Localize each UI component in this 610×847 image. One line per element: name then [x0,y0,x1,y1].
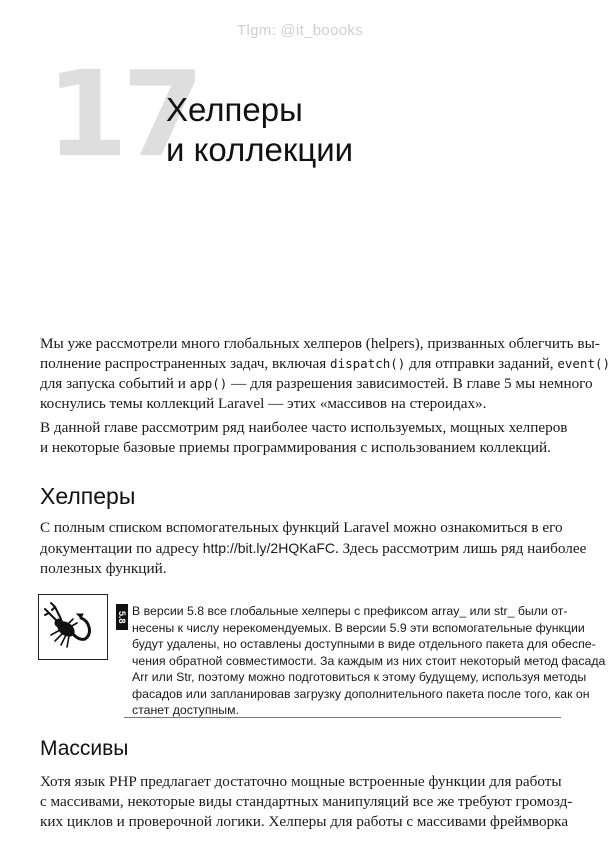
code-app: app() [189,376,228,391]
note-line: фасадов или запланировав загрузку дополнительного пакета после того, как он [132,686,590,701]
watermark: Tlgm: @it_boooks [237,22,363,39]
text-line: документации по адресу http://bit.ly/2HQKaFC. Здесь рассмотрим лишь ряд наиболее [40,540,587,557]
chapter-title [166,90,353,170]
chapter-title-line: Хелперы [166,91,303,128]
divider [124,717,561,718]
docs-link[interactable]: http://bit.ly/2HQKaFC [202,540,336,556]
section-heading-helpers: Хелперы [40,483,136,509]
note-line: В версии 5.8 все глобальные хелперы с префиксом array_ или str_ были от- [132,604,568,618]
note-line: станет доступным. [132,703,239,717]
note-text [132,603,606,719]
text-line: полезных функций. [40,560,167,577]
section-heading-arrays: Массивы [40,737,129,760]
text-line: с массивами, некоторые виды стандартных манипуляций все же требуют громозд- [40,793,573,810]
intro-paragraph-2 [40,418,568,458]
version-badge: 5.8 [116,604,128,630]
intro-paragraph-1 [40,334,610,414]
note-line: чения обратной совместимости. За каждым из них стоит некоторый метод фасада [132,653,606,668]
text-line: коснулись темы коллекций Laravel — этих «массивов на стероидах». [40,395,487,412]
helpers-paragraph [40,518,587,579]
note-line: будут удалены, но оставлены доступными в виде отдельного пакета для обеспе- [132,637,596,651]
chapter-title-line: и коллекции [166,131,354,168]
arrays-paragraph [40,772,573,832]
text-line: Мы уже рассмотрели много глобальных хелперов (helpers), призванных облегчить вы- [40,335,600,352]
deprecation-note [38,594,606,719]
text-line: В данной главе рассмотрим ряд наиболее часто используемых, мощных хелперов [40,419,568,436]
text-line: для запуска событий и app() — для разрешения зависимостей. В главе 5 мы немного [40,375,593,392]
code-event: event() [557,356,610,371]
chapter-number: 17 [46,45,199,183]
note-line: Arr или Str, поэтому можно подготовиться к этому будущему, используя методы [132,670,587,684]
text-line: полнение распространенных задач, включая dispatch() для отправки заданий, event() [40,355,610,372]
text-line: ких циклов и проверочной логики. Хелперы для работы с массивами фреймворка [40,813,569,830]
note-line: несены к числу нерекомендуемых. В версии 5.9 эти вспомогательные функции [132,620,585,635]
text-line: и некоторые базовые приемы программирования с использованием коллекций. [40,439,551,456]
text-line: С полным списком вспомогательных функций Laravel можно ознакомиться в его [40,519,563,536]
text-line: Хотя язык PHP предлагает достаточно мощные встроенные функции для работы [40,773,562,790]
scorpion-icon [38,594,108,660]
code-dispatch: dispatch() [330,356,406,371]
